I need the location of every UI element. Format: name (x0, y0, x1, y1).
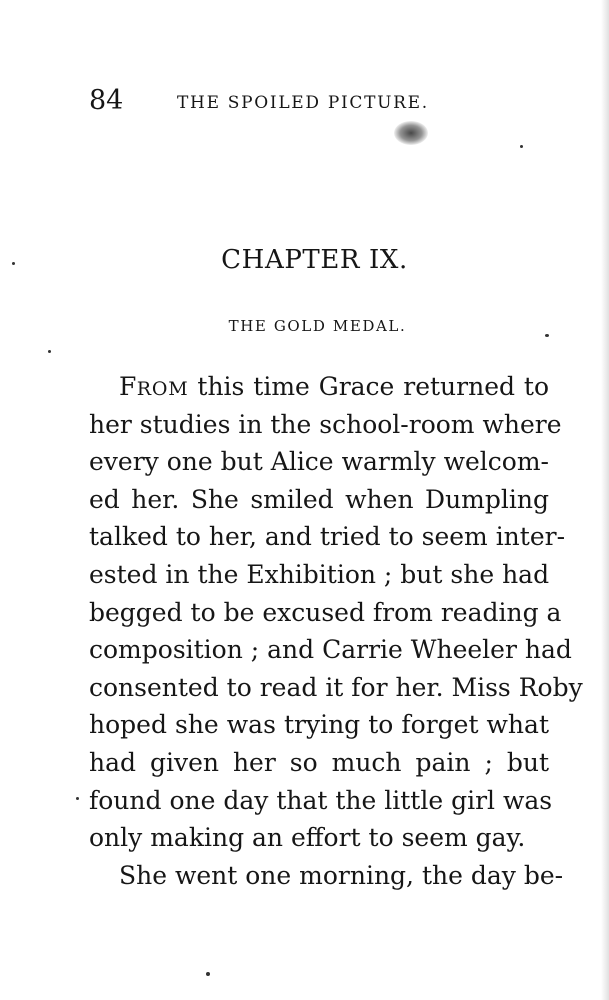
text-line: ed her. She smiled when Dumpling (89, 484, 549, 514)
chapter-title: CHAPTER IX. (221, 245, 408, 275)
text-line: found one day that the little girl was (89, 785, 553, 815)
text-line: consented to read it for her. Miss Roby (89, 672, 583, 702)
text-line: had given her so much pain ; but (89, 747, 549, 777)
text-line: composition ; and Carrie Wheeler had (89, 635, 572, 665)
page-header (89, 84, 519, 118)
lead-cap: F (119, 372, 137, 401)
line-text: this time Grace returned to (188, 372, 549, 401)
text-line: every one but Alice warmly welcom- (89, 447, 549, 477)
drop-lead (119, 372, 189, 401)
running-head: THE SPOILED PICTURE. (177, 93, 429, 113)
chapter-subtitle: THE GOLD MEDAL. (228, 317, 407, 335)
text-line: She went one morning, the day be- (119, 860, 564, 890)
body-text (89, 368, 583, 894)
text-line: begged to be excused from reading a (89, 597, 562, 627)
page-number: 84 (89, 85, 124, 116)
text-line: hoped she was trying to forget what (89, 710, 549, 740)
text-line: her studies in the school-room where (89, 409, 562, 439)
speck (206, 972, 210, 976)
speck (48, 350, 51, 353)
speck (520, 145, 523, 148)
text-line: talked to her, and tried to seem inter- (89, 522, 566, 552)
page-edge-shadow (601, 0, 609, 1000)
text-line: ested in the Exhibition ; but she had (89, 559, 550, 589)
text-line: only making an effort to seem gay. (89, 823, 526, 853)
speck (76, 797, 79, 800)
lead-smallcaps: ROM (136, 378, 189, 400)
ink-smudge (394, 121, 428, 145)
text-line (89, 368, 549, 406)
